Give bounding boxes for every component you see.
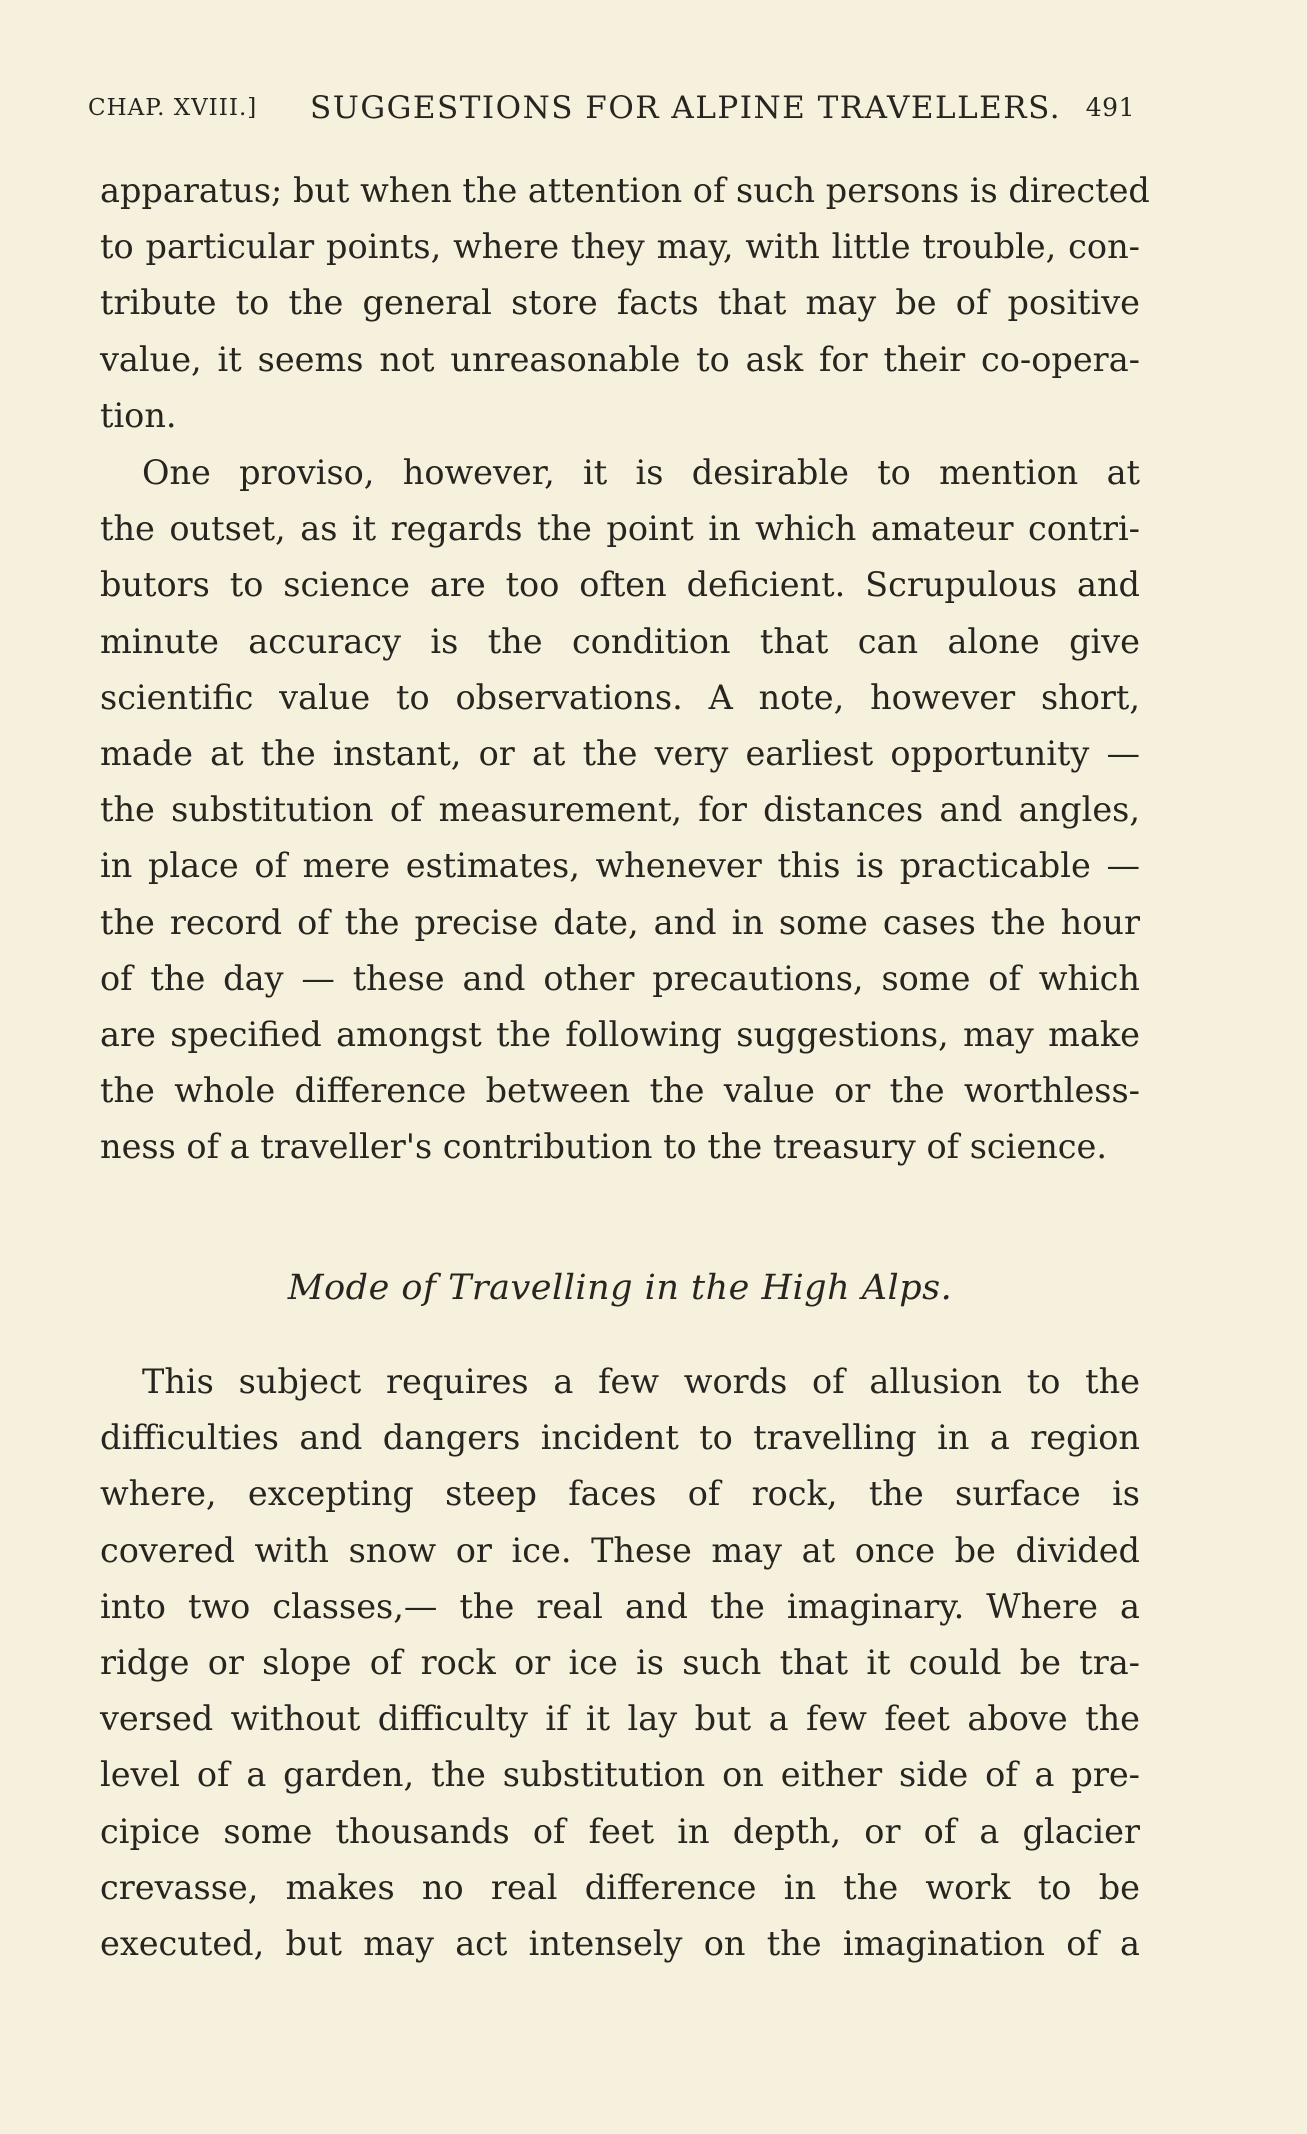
running-header xyxy=(88,88,1143,128)
text-line: level of a garden, the substitution on either side of a pre- xyxy=(100,1755,1140,1795)
text-line: into two classes,— the real and the imaginary. Where a xyxy=(100,1586,1140,1626)
text-line: ridge or slope of rock or ice is such that it could be tra- xyxy=(100,1642,1140,1682)
text-line: scientific value to observations. A note, however short, xyxy=(100,677,1140,717)
paragraph-proviso xyxy=(100,445,1140,1175)
text-line: cipice some thousands of feet in depth, or of a glacier xyxy=(100,1811,1140,1851)
text-line: the substitution of measurement, for distances and angles, xyxy=(100,790,1140,830)
text-line: crevasse, makes no real difference in the work to be xyxy=(100,1867,1140,1907)
text-line: This subject requires a few words of allusion to the xyxy=(142,1362,1140,1401)
text-line: of the day — these and other precautions, some of which xyxy=(100,958,1140,998)
text-line: covered with snow or ice. These may at once be divided xyxy=(100,1530,1140,1570)
text-line: are specified amongst the following suggestions, may make xyxy=(100,1014,1140,1054)
text-line: tribute to the general store facts that may be of positive xyxy=(100,283,1140,323)
text-line: butors to science are too often deficient. Scrupulous and xyxy=(100,565,1140,605)
chapter-label: CHAP. XVIII.] xyxy=(88,95,258,121)
paragraph-mode-of-travelling xyxy=(100,1354,1140,1972)
text-line: the whole difference between the value or the worthless- xyxy=(100,1071,1140,1111)
text-line: the record of the precise date, and in some cases the hour xyxy=(100,902,1140,942)
paragraph-continuation xyxy=(100,163,1150,444)
text-line: made at the instant, or at the very earliest opportunity — xyxy=(100,733,1140,773)
section-heading: Mode of Travelling in the High Alps. xyxy=(287,1268,953,1308)
text-line: minute accuracy is the condition that can alone give xyxy=(100,621,1140,661)
page-number: 491 xyxy=(1085,93,1135,122)
text-line: to particular points, where they may, with little trouble, con- xyxy=(100,227,1140,267)
text-line: executed, but may act intensely on the imagination of a xyxy=(100,1923,1140,1963)
text-line: in place of mere estimates, whenever this is practicable — xyxy=(100,846,1140,886)
text-line: where, excepting steep faces of rock, the surface is xyxy=(100,1474,1140,1514)
text-line: value, it seems not unreasonable to ask for their co-opera- xyxy=(100,339,1140,379)
text-line: ness of a traveller's contribution to the treasury of science. xyxy=(100,1127,1108,1167)
running-title: SUGGESTIONS FOR ALPINE TRAVELLERS. xyxy=(310,90,1062,126)
text-line: the outset, as it regards the point in which amateur contri- xyxy=(100,509,1140,549)
text-line: One proviso, however, it is desirable to mention at xyxy=(142,453,1140,492)
text-line: difficulties and dangers incident to travelling in a region xyxy=(100,1418,1140,1458)
text-line: tion. xyxy=(100,395,177,435)
text-line: apparatus; but when the attention of such persons is directed xyxy=(100,171,1150,210)
text-line: versed without difficulty if it lay but a few feet above the xyxy=(100,1699,1140,1739)
